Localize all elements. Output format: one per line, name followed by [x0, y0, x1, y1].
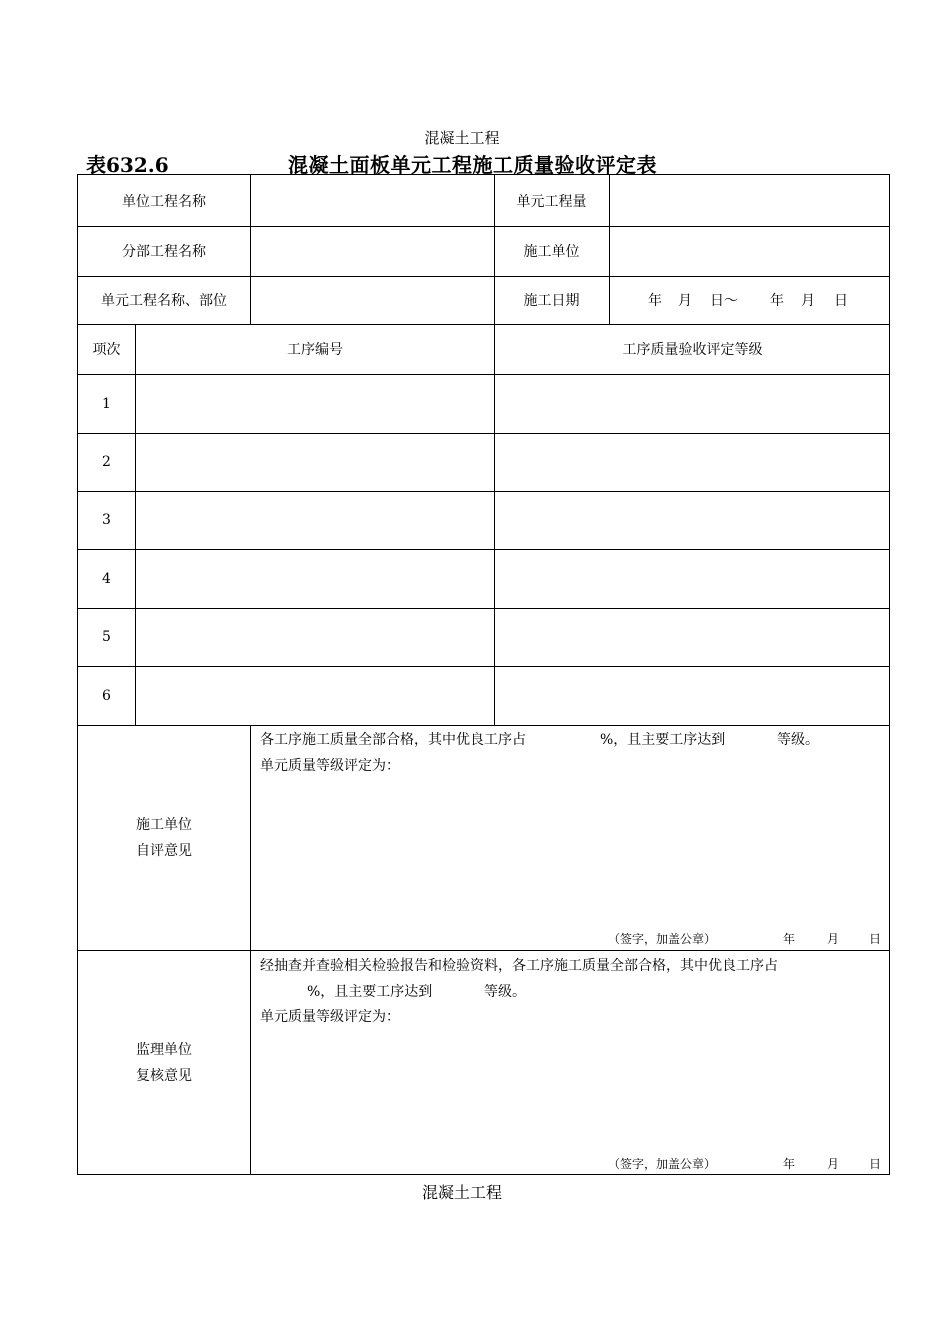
process-no-cell[interactable] [136, 433, 494, 491]
process-no-cell[interactable] [136, 374, 494, 433]
field-construction-unit[interactable] [610, 226, 890, 276]
label-element-name-position: 单元工程名称、部位 [101, 293, 227, 309]
process-no-cell[interactable] [136, 491, 494, 549]
field-division-project-name[interactable] [251, 226, 494, 276]
process-no-cell[interactable] [136, 666, 494, 725]
self-evaluation-label-line2: 自评意见 [136, 843, 192, 859]
label-construction-date: 施工日期 [523, 293, 580, 309]
field-unit-project-name[interactable] [251, 175, 494, 226]
self-evaluation-day: 日 [869, 932, 882, 946]
self-evaluation-text-1b: %，且主要工序达到 [600, 732, 726, 748]
supervision-review-text-2a: %，且主要工序达到 [307, 984, 433, 1000]
grade-cell[interactable] [495, 666, 890, 725]
date-year-2: 年 [770, 293, 784, 309]
grade-cell[interactable] [495, 374, 890, 433]
section-header: 混凝土工程 [424, 129, 500, 147]
row-index: 5 [102, 629, 111, 645]
supervision-review-label-line1: 监理单位 [136, 1042, 192, 1058]
self-evaluation-label-line1: 施工单位 [136, 817, 192, 833]
self-evaluation-signature: （签字，加盖公章） [608, 932, 717, 946]
process-no-cell[interactable] [136, 608, 494, 666]
row-index: 3 [102, 512, 111, 528]
self-evaluation-year: 年 [783, 932, 796, 946]
field-construction-date[interactable] [610, 276, 890, 324]
row-divider [78, 725, 890, 726]
supervision-review-label [78, 1037, 250, 1089]
page-title: 混凝土面板单元工程施工质量验收评定表 [288, 153, 657, 177]
row-divider [78, 950, 890, 951]
supervision-review-label-line2: 复核意见 [136, 1068, 192, 1084]
field-element-quantity[interactable] [610, 175, 890, 226]
self-evaluation-text-2: 单元质量等级评定为： [260, 758, 400, 774]
self-evaluation-label [78, 812, 250, 864]
supervision-review-month: 月 [827, 1157, 840, 1171]
row-index: 2 [102, 454, 111, 470]
date-month-1: 月 [678, 293, 692, 309]
row-index: 6 [102, 687, 111, 704]
date-month-2: 月 [801, 293, 815, 309]
table-code: 表632.6 [86, 153, 169, 177]
label-unit-project-name: 单位工程名称 [122, 193, 206, 210]
date-day-1: 日～ [710, 293, 738, 309]
self-evaluation-text-1c: 等级。 [777, 732, 819, 748]
self-evaluation-month: 月 [827, 932, 840, 946]
column-header-grade: 工序质量验收评定等级 [622, 342, 763, 358]
date-day-2: 日 [834, 293, 848, 309]
supervision-review-year: 年 [783, 1157, 796, 1171]
page-footer: 混凝土工程 [421, 1183, 502, 1202]
process-no-cell[interactable] [136, 549, 494, 608]
date-year-1: 年 [648, 293, 662, 309]
supervision-review-signature: （签字，加盖公章） [608, 1157, 717, 1171]
field-element-name-position[interactable] [251, 276, 494, 324]
row-index: 4 [102, 570, 111, 587]
supervision-review-text-2b: 等级。 [484, 984, 526, 1000]
col-divider [250, 725, 251, 1175]
grade-cell[interactable] [495, 433, 890, 491]
row-index: 1 [102, 395, 111, 412]
label-division-project-name: 分部工程名称 [122, 244, 206, 260]
grade-cell[interactable] [495, 491, 890, 549]
evaluation-form-table [77, 174, 890, 1175]
grade-cell[interactable] [495, 549, 890, 608]
supervision-review-day: 日 [869, 1157, 882, 1171]
supervision-review-text-3: 单元质量等级评定为： [260, 1009, 400, 1025]
label-element-quantity: 单元工程量 [516, 193, 587, 210]
grade-cell[interactable] [495, 608, 890, 666]
label-construction-unit: 施工单位 [523, 244, 580, 260]
column-header-index: 项次 [92, 342, 121, 358]
supervision-review-text-1: 经抽查并查验相关检验报告和检验资料，各工序施工质量全部合格，其中优良工序占 [260, 958, 778, 974]
self-evaluation-text-1a: 各工序施工质量全部合格，其中优良工序占 [260, 732, 526, 748]
column-header-process-no: 工序编号 [287, 342, 343, 358]
